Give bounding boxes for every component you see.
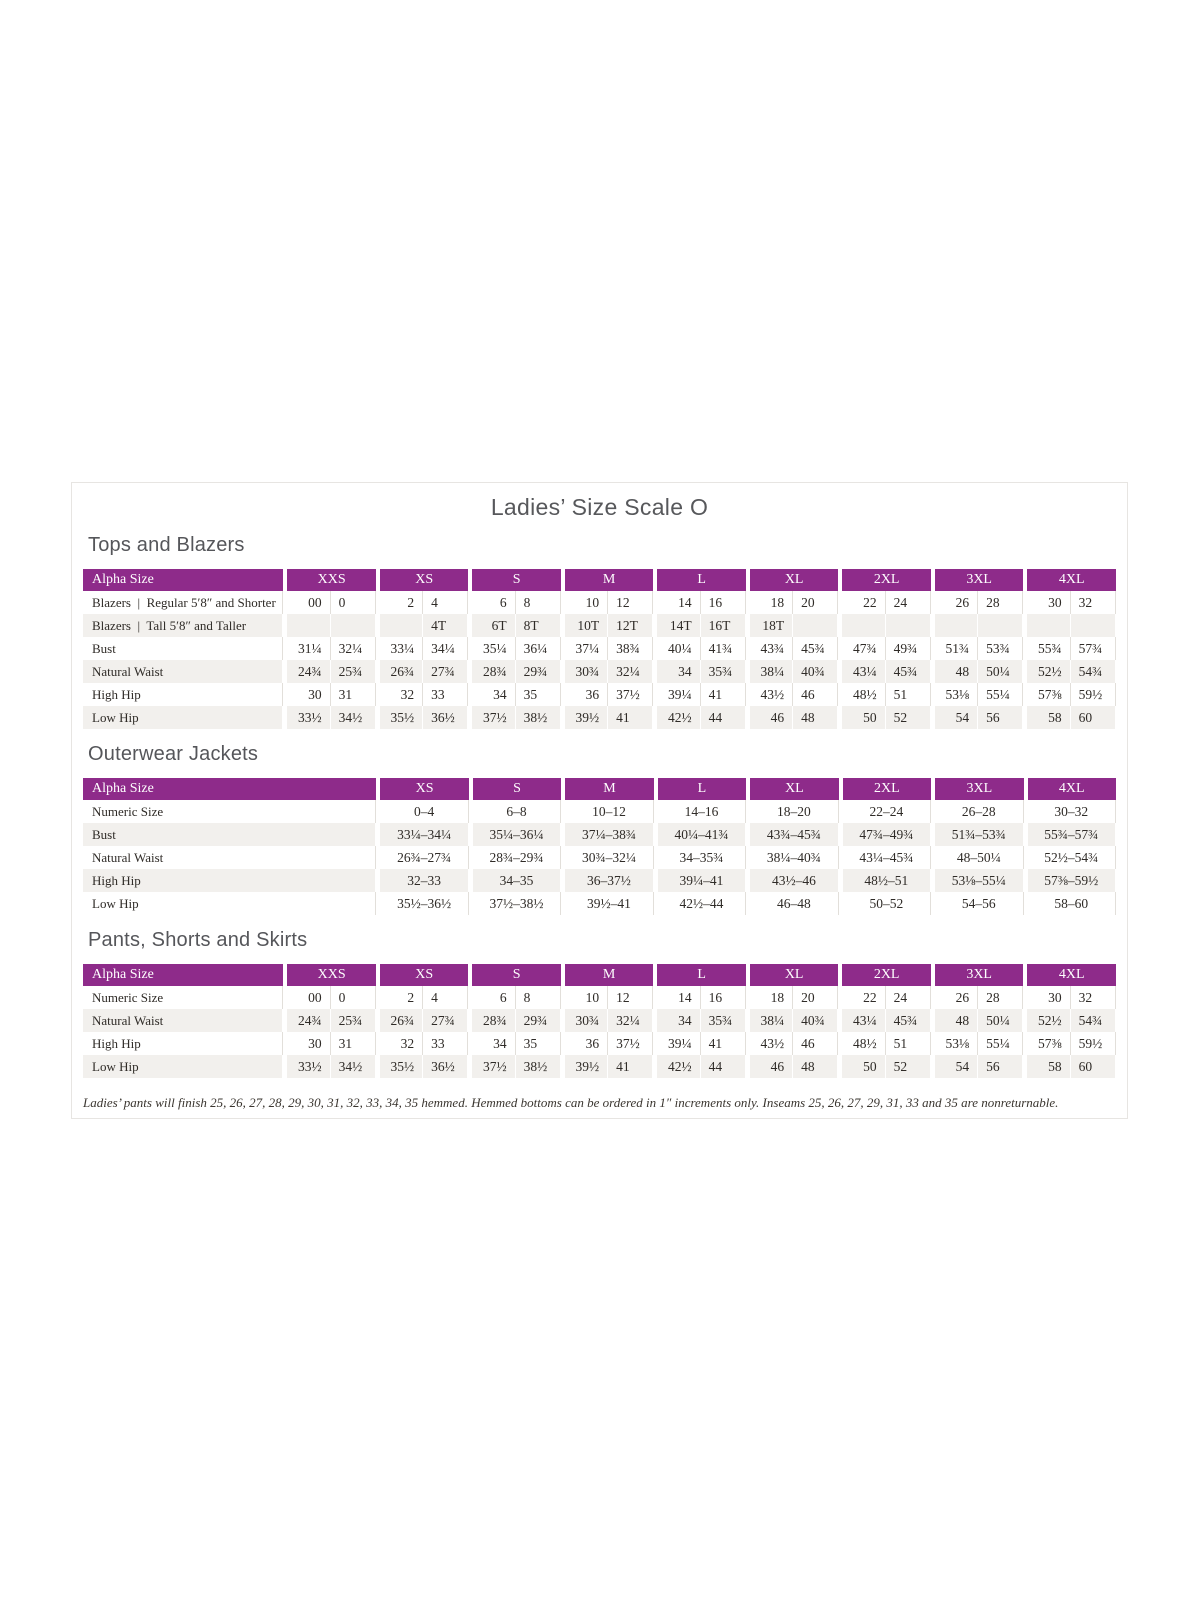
- size-cell: 24: [885, 986, 931, 1009]
- size-cell: 32¼: [607, 660, 653, 683]
- size-cell: 59½: [1070, 683, 1116, 706]
- size-cell: 35½: [376, 1055, 422, 1078]
- size-cell: 6: [468, 591, 514, 614]
- size-cell: [1070, 614, 1116, 637]
- size-cell: 4: [422, 986, 468, 1009]
- size-cell: 42½–44: [654, 892, 746, 915]
- size-cell: [931, 614, 977, 637]
- size-cell: 26¾–27¾: [376, 846, 468, 869]
- size-cell: 33½: [283, 1055, 329, 1078]
- size-cell: 48: [792, 1055, 838, 1078]
- alpha-size-header: Alpha Size: [83, 569, 283, 591]
- size-cell: 39½: [561, 706, 607, 729]
- size-cell: 33½: [283, 706, 329, 729]
- size-cell: 30: [283, 683, 329, 706]
- size-cell: 35½: [376, 706, 422, 729]
- size-cell: 35: [515, 1032, 561, 1055]
- size-cell: 52: [885, 1055, 931, 1078]
- size-cell: 57⅜: [1023, 1032, 1069, 1055]
- row-label: High Hip: [83, 683, 283, 706]
- size-cell: 10: [561, 591, 607, 614]
- size-cell: 14: [653, 591, 699, 614]
- size-cell: 45¾: [885, 660, 931, 683]
- size-cell: 35¾: [700, 660, 746, 683]
- size-cell: 18: [746, 591, 792, 614]
- size-cell: 26¾: [376, 660, 422, 683]
- size-cell: 28¾: [468, 1009, 514, 1032]
- size-cell: 45¾: [792, 637, 838, 660]
- row-label: Blazers | Tall 5′8″ and Taller: [83, 614, 283, 637]
- size-cell: 34: [653, 660, 699, 683]
- size-chart-card: [71, 482, 1128, 1119]
- size-cell: 31: [330, 683, 376, 706]
- size-cell: 24: [885, 591, 931, 614]
- size-column-header-xl: XL: [746, 964, 839, 986]
- size-column-header-3xl: 3XL: [931, 778, 1023, 800]
- size-cell: 48½: [838, 683, 884, 706]
- table-row-blazers-regular-5-8-and-shorter: [83, 591, 1116, 614]
- size-cell: 36¼: [515, 637, 561, 660]
- size-cell: 37¼: [561, 637, 607, 660]
- size-cell: 54: [931, 706, 977, 729]
- size-column-header-m: M: [561, 778, 653, 800]
- size-cell: 39¼: [653, 1032, 699, 1055]
- size-cell: 22: [838, 986, 884, 1009]
- size-cell: 00: [283, 591, 329, 614]
- table-row-low-hip: [83, 706, 1116, 729]
- size-cell: 46–48: [746, 892, 838, 915]
- row-label: Natural Waist: [83, 1009, 283, 1032]
- size-cell: 43½–46: [746, 869, 838, 892]
- size-cell: 38¼–40¾: [746, 846, 838, 869]
- size-cell: 34¼: [422, 637, 468, 660]
- size-cell: [792, 614, 838, 637]
- size-cell: 33¼–34¼: [376, 823, 468, 846]
- size-cell: 0–4: [376, 800, 468, 823]
- size-column-header-xs: XS: [376, 964, 469, 986]
- row-label: Blazers | Regular 5′8″ and Shorter: [83, 591, 283, 614]
- row-label: Numeric Size: [83, 986, 283, 1009]
- size-cell: 2: [376, 986, 422, 1009]
- size-cell: 48: [931, 1009, 977, 1032]
- row-label: Natural Waist: [83, 660, 283, 683]
- size-cell: 31: [330, 1032, 376, 1055]
- size-cell: 52½–54¾: [1024, 846, 1116, 869]
- size-column-header-s: S: [468, 569, 561, 591]
- size-cell: 59½: [1070, 1032, 1116, 1055]
- size-cell: 54¾: [1070, 660, 1116, 683]
- size-cell: 8: [515, 986, 561, 1009]
- table-row-bust: [83, 637, 1116, 660]
- size-cell: [330, 614, 376, 637]
- row-label: Low Hip: [83, 892, 376, 915]
- size-cell: 10–12: [561, 800, 653, 823]
- size-cell: 51¾: [931, 637, 977, 660]
- size-cell: 43¼: [838, 1009, 884, 1032]
- size-cell: 26: [931, 591, 977, 614]
- size-cell: 43¼: [838, 660, 884, 683]
- size-cell: 32: [376, 683, 422, 706]
- size-cell: 40¾: [792, 1009, 838, 1032]
- size-cell: 6: [468, 986, 514, 1009]
- size-column-header-m: M: [561, 964, 654, 986]
- size-cell: 8T: [515, 614, 561, 637]
- size-cell: 35: [515, 683, 561, 706]
- size-cell: 0: [330, 986, 376, 1009]
- size-cell: 8: [515, 591, 561, 614]
- size-cell: 54¾: [1070, 1009, 1116, 1032]
- size-cell: 37½: [607, 683, 653, 706]
- size-column-header-4xl: 4XL: [1024, 778, 1116, 800]
- size-cell: 00: [283, 986, 329, 1009]
- size-cell: 33: [422, 683, 468, 706]
- row-label: Bust: [83, 823, 376, 846]
- size-cell: 25¾: [330, 1009, 376, 1032]
- size-cell: 35¼–36¼: [469, 823, 561, 846]
- row-label: Numeric Size: [83, 800, 376, 823]
- alpha-size-header: Alpha Size: [83, 778, 376, 800]
- size-column-header-m: M: [561, 569, 654, 591]
- size-cell: 50: [838, 706, 884, 729]
- size-cell: 30: [1023, 986, 1069, 1009]
- size-cell: 51¾–53¾: [931, 823, 1023, 846]
- size-cell: 40¼–41¾: [654, 823, 746, 846]
- size-cell: 14–16: [654, 800, 746, 823]
- size-cell: 48½–51: [839, 869, 931, 892]
- size-cell: [283, 614, 329, 637]
- size-cell: 54–56: [931, 892, 1023, 915]
- size-cell: 32–33: [376, 869, 468, 892]
- size-cell: 12: [607, 986, 653, 1009]
- size-cell: 43½: [746, 683, 792, 706]
- size-cell: 50¼: [977, 1009, 1023, 1032]
- size-cell: 10T: [561, 614, 607, 637]
- size-cell: 41: [607, 706, 653, 729]
- size-cell: 46: [792, 1032, 838, 1055]
- size-cell: 41: [700, 683, 746, 706]
- size-cell: 25¾: [330, 660, 376, 683]
- size-cell: 39½: [561, 1055, 607, 1078]
- size-table-tops-and-blazers: [83, 569, 1116, 729]
- table-row-high-hip: [83, 1032, 1116, 1055]
- size-cell: 28¾: [468, 660, 514, 683]
- size-cell: 50: [838, 1055, 884, 1078]
- size-cell: 32¼: [607, 1009, 653, 1032]
- size-cell: 60: [1070, 706, 1116, 729]
- size-cell: 46: [792, 683, 838, 706]
- header-row: [83, 964, 1116, 986]
- size-cell: 28: [977, 986, 1023, 1009]
- size-cell: 46: [746, 706, 792, 729]
- table-row-low-hip: [83, 892, 1116, 915]
- size-cell: 37½: [468, 1055, 514, 1078]
- size-cell: 44: [700, 706, 746, 729]
- size-cell: 60: [1070, 1055, 1116, 1078]
- size-cell: 53⅛: [931, 1032, 977, 1055]
- size-column-header-s: S: [469, 778, 561, 800]
- size-cell: 57⅜: [1023, 683, 1069, 706]
- size-cell: 33¼: [376, 637, 422, 660]
- size-cell: 35½–36½: [376, 892, 468, 915]
- size-cell: 37½–38½: [469, 892, 561, 915]
- size-cell: 55¼: [977, 1032, 1023, 1055]
- size-cell: [376, 614, 422, 637]
- header-row: [83, 778, 1116, 800]
- size-cell: 36: [561, 683, 607, 706]
- size-cell: 42½: [653, 706, 699, 729]
- size-cell: 49¾: [885, 637, 931, 660]
- size-cell: 39½–41: [561, 892, 653, 915]
- table-row-natural-waist: [83, 846, 1116, 869]
- size-cell: 29¾: [515, 660, 561, 683]
- size-cell: 30–32: [1024, 800, 1116, 823]
- size-cell: 53⅛–55¼: [931, 869, 1023, 892]
- row-label: Low Hip: [83, 706, 283, 729]
- size-cell: 53⅛: [931, 683, 977, 706]
- size-cell: 39¼: [653, 683, 699, 706]
- section-heading-outerwear-jackets: Outerwear Jackets: [88, 743, 259, 765]
- size-cell: 43¾–45¾: [746, 823, 838, 846]
- size-cell: 41: [700, 1032, 746, 1055]
- section-heading-tops-and-blazers: Tops and Blazers: [88, 534, 245, 556]
- size-cell: [838, 614, 884, 637]
- size-cell: 37¼–38¾: [561, 823, 653, 846]
- size-cell: 48: [931, 660, 977, 683]
- footnote: Ladies’ pants will finish 25, 26, 27, 28, 29, 30, 31, 32, 33, 34, 35 hemmed. Hemmed bottoms can be ordered in 1″ increments only. Inseams 25, 26, 27, 29, 31, 33 and 35 are nonreturnable.: [83, 1095, 1059, 1110]
- size-cell: 48–50¼: [931, 846, 1023, 869]
- size-cell: 56: [977, 706, 1023, 729]
- size-cell: 38¼: [746, 1009, 792, 1032]
- table-row-numeric-size: [83, 800, 1116, 823]
- size-cell: 51: [885, 683, 931, 706]
- size-cell: 52: [885, 706, 931, 729]
- size-cell: 58: [1023, 706, 1069, 729]
- size-cell: 32: [376, 1032, 422, 1055]
- table-row-high-hip: [83, 683, 1116, 706]
- size-cell: 2: [376, 591, 422, 614]
- row-label: High Hip: [83, 1032, 283, 1055]
- size-cell: 39¼–41: [654, 869, 746, 892]
- size-cell: 29¾: [515, 1009, 561, 1032]
- size-column-header-xxs: XXS: [283, 569, 376, 591]
- row-label: Low Hip: [83, 1055, 283, 1078]
- size-column-header-s: S: [468, 964, 561, 986]
- header-row: [83, 569, 1116, 591]
- size-cell: 38¾: [607, 637, 653, 660]
- size-cell: 24¾: [283, 660, 329, 683]
- size-column-header-2xl: 2XL: [838, 569, 931, 591]
- size-cell: 16: [700, 591, 746, 614]
- size-cell: 16: [700, 986, 746, 1009]
- size-column-header-4xl: 4XL: [1023, 964, 1116, 986]
- size-cell: 6T: [468, 614, 514, 637]
- size-cell: 37½: [607, 1032, 653, 1055]
- size-cell: 20: [792, 591, 838, 614]
- size-column-header-xl: XL: [746, 778, 838, 800]
- size-cell: 22: [838, 591, 884, 614]
- size-cell: 14: [653, 986, 699, 1009]
- size-column-header-xs: XS: [376, 569, 469, 591]
- size-cell: [885, 614, 931, 637]
- row-label: High Hip: [83, 869, 376, 892]
- size-cell: 34: [468, 1032, 514, 1055]
- size-cell: 32: [1070, 986, 1116, 1009]
- size-column-header-3xl: 3XL: [931, 964, 1024, 986]
- size-cell: 48½: [838, 1032, 884, 1055]
- size-cell: 34: [468, 683, 514, 706]
- size-cell: 47¾: [838, 637, 884, 660]
- size-cell: 50¼: [977, 660, 1023, 683]
- size-table-outerwear-jackets: [83, 778, 1116, 915]
- size-cell: 32¼: [330, 637, 376, 660]
- size-cell: 28¾–29¾: [469, 846, 561, 869]
- size-cell: 52½: [1023, 660, 1069, 683]
- size-cell: 43¾: [746, 637, 792, 660]
- size-chart-sections: [72, 532, 1127, 1078]
- size-cell: 34½: [330, 706, 376, 729]
- size-cell: 20: [792, 986, 838, 1009]
- size-column-header-l: L: [653, 569, 746, 591]
- size-cell: 56: [977, 1055, 1023, 1078]
- size-cell: 55¾–57¾: [1024, 823, 1116, 846]
- size-cell: 38½: [515, 1055, 561, 1078]
- size-cell: 12: [607, 591, 653, 614]
- size-cell: 30¾–32¼: [561, 846, 653, 869]
- size-cell: 24¾: [283, 1009, 329, 1032]
- size-cell: 14T: [653, 614, 699, 637]
- size-cell: 52½: [1023, 1009, 1069, 1032]
- page-title: Ladies’ Size Scale O: [490, 494, 709, 520]
- size-cell: 32: [1070, 591, 1116, 614]
- size-cell: 10: [561, 986, 607, 1009]
- size-cell: 38½: [515, 706, 561, 729]
- size-cell: 43½: [746, 1032, 792, 1055]
- size-column-header-2xl: 2XL: [839, 778, 931, 800]
- table-row-bust: [83, 823, 1116, 846]
- size-cell: 27¾: [422, 660, 468, 683]
- size-cell: 50–52: [839, 892, 931, 915]
- size-cell: 53¾: [977, 637, 1023, 660]
- size-cell: 31¼: [283, 637, 329, 660]
- size-cell: 54: [931, 1055, 977, 1078]
- section-heading-pants-shorts-and-skirts: Pants, Shorts and Skirts: [88, 929, 308, 951]
- size-cell: 35¾: [700, 1009, 746, 1032]
- size-cell: 30: [1023, 591, 1069, 614]
- size-cell: 38¼: [746, 660, 792, 683]
- size-cell: 57¾: [1070, 637, 1116, 660]
- size-cell: 40¾: [792, 660, 838, 683]
- size-cell: 46: [746, 1055, 792, 1078]
- size-cell: 16T: [700, 614, 746, 637]
- size-cell: 41¾: [700, 637, 746, 660]
- size-cell: 45¾: [885, 1009, 931, 1032]
- size-cell: 44: [700, 1055, 746, 1078]
- size-column-header-xs: XS: [376, 778, 468, 800]
- table-row-numeric-size: [83, 986, 1116, 1009]
- size-cell: 35¼: [468, 637, 514, 660]
- size-cell: 26: [931, 986, 977, 1009]
- size-cell: 40¼: [653, 637, 699, 660]
- size-cell: [977, 614, 1023, 637]
- size-cell: 22–24: [839, 800, 931, 823]
- size-cell: 34: [653, 1009, 699, 1032]
- size-cell: 57⅜–59½: [1024, 869, 1116, 892]
- size-cell: 18: [746, 986, 792, 1009]
- size-cell: 42½: [653, 1055, 699, 1078]
- size-cell: 30¾: [561, 660, 607, 683]
- size-cell: 48: [792, 706, 838, 729]
- size-cell: 58: [1023, 1055, 1069, 1078]
- size-cell: 12T: [607, 614, 653, 637]
- table-row-low-hip: [83, 1055, 1116, 1078]
- size-cell: 27¾: [422, 1009, 468, 1032]
- size-cell: 18T: [746, 614, 792, 637]
- size-column-header-xl: XL: [746, 569, 839, 591]
- size-cell: 36: [561, 1032, 607, 1055]
- size-cell: 28: [977, 591, 1023, 614]
- table-row-natural-waist: [83, 660, 1116, 683]
- size-cell: 41: [607, 1055, 653, 1078]
- table-row-blazers-tall-5-8-and-taller: [83, 614, 1116, 637]
- size-cell: 34–35¾: [654, 846, 746, 869]
- size-column-header-l: L: [654, 778, 746, 800]
- size-cell: 4T: [422, 614, 468, 637]
- size-cell: 34½: [330, 1055, 376, 1078]
- table-row-high-hip: [83, 869, 1116, 892]
- size-cell: 51: [885, 1032, 931, 1055]
- size-cell: 30¾: [561, 1009, 607, 1032]
- size-cell: [1023, 614, 1069, 637]
- size-cell: 58–60: [1024, 892, 1116, 915]
- size-column-header-l: L: [653, 964, 746, 986]
- size-cell: 33: [422, 1032, 468, 1055]
- size-cell: 6–8: [469, 800, 561, 823]
- size-cell: 26–28: [931, 800, 1023, 823]
- size-cell: 36–37½: [561, 869, 653, 892]
- size-cell: 43¼–45¾: [839, 846, 931, 869]
- size-cell: 4: [422, 591, 468, 614]
- size-column-header-xxs: XXS: [283, 964, 376, 986]
- size-cell: 0: [330, 591, 376, 614]
- alpha-size-header: Alpha Size: [83, 964, 283, 986]
- size-cell: 55¼: [977, 683, 1023, 706]
- table-row-natural-waist: [83, 1009, 1116, 1032]
- size-column-header-3xl: 3XL: [931, 569, 1024, 591]
- row-label: Bust: [83, 637, 283, 660]
- size-cell: 36½: [422, 706, 468, 729]
- size-cell: 34–35: [469, 869, 561, 892]
- size-column-header-2xl: 2XL: [838, 964, 931, 986]
- size-cell: 37½: [468, 706, 514, 729]
- size-cell: 55¾: [1023, 637, 1069, 660]
- size-column-header-4xl: 4XL: [1023, 569, 1116, 591]
- size-cell: 30: [283, 1032, 329, 1055]
- size-cell: 47¾–49¾: [839, 823, 931, 846]
- size-cell: 18–20: [746, 800, 838, 823]
- size-table-pants-shorts-and-skirts: [83, 964, 1116, 1078]
- size-cell: 26¾: [376, 1009, 422, 1032]
- size-cell: 36½: [422, 1055, 468, 1078]
- row-label: Natural Waist: [83, 846, 376, 869]
